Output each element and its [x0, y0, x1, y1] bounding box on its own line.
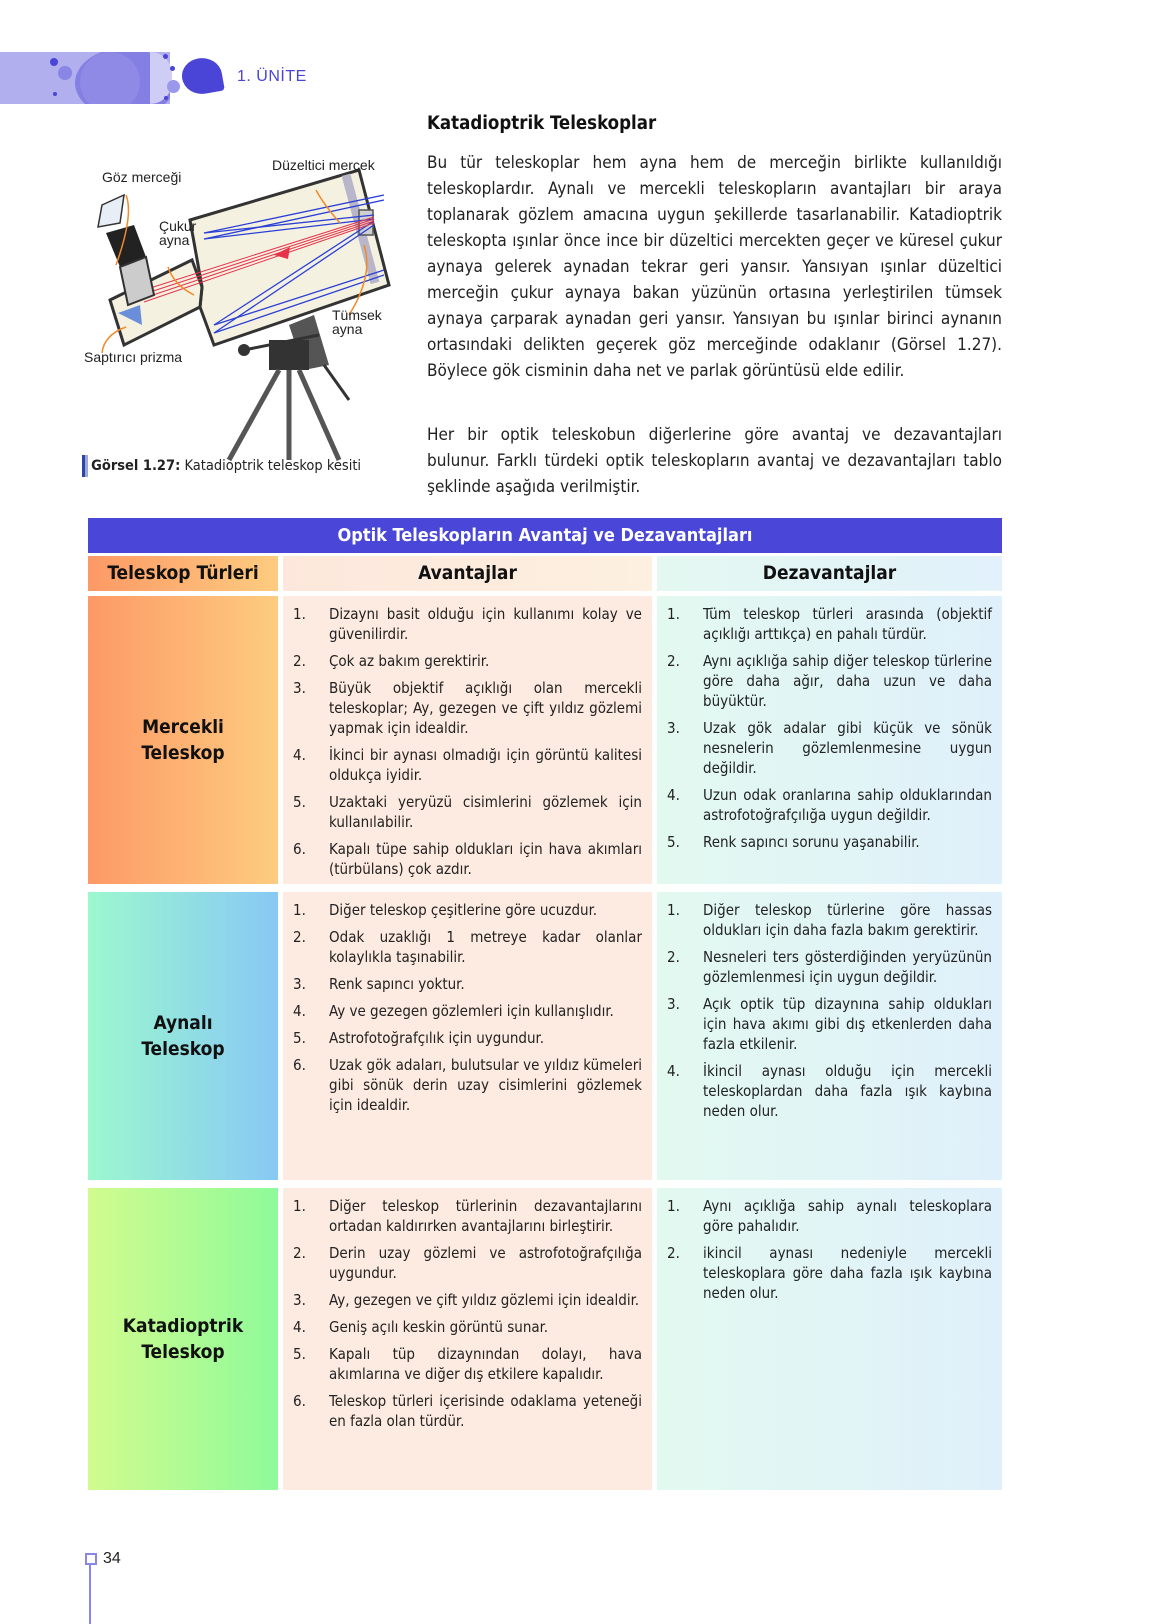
list-item	[293, 927, 642, 967]
type-name-line2: Teleskop	[141, 1038, 225, 1060]
item-text: İkincil aynası olduğu için mercekli teleskoplardan daha fazla ışık kaybına neden olur.	[703, 1062, 992, 1120]
item-number: 5.	[293, 1029, 306, 1047]
item-text: Kapalı tüpe sahip oldukları için hava akımları (türbülans) çok azdır.	[329, 840, 642, 878]
list-item	[293, 651, 642, 671]
item-text: Derin uzay gözlemi ve astrofotoğrafçılığa uygundur.	[329, 1244, 642, 1282]
list-item	[667, 785, 992, 825]
item-list	[657, 892, 1002, 1121]
item-text: Kapalı tüp dizaynından dolayı, hava akımlarına ve diğer dış etkilere kapalıdır.	[329, 1345, 642, 1383]
item-text: Dizaynı basit olduğu için kullanımı kolay ve güvenilirdir.	[329, 605, 642, 643]
header-decoration-band	[0, 52, 170, 104]
item-text: Teleskop türleri içerisinde odaklama yeteneği en fazla olan türdür.	[329, 1392, 642, 1430]
list-item	[667, 947, 992, 987]
paragraph-table-intro: Her bir optik teleskobun diğerlerine göre avantaj ve dezavantajları bulunur. Farklı türdeki optik teleskopların avantaj ve dezavantajları tablo şeklinde aşağıda verilmiştir.	[427, 425, 1002, 497]
unit-label: 1. ÜNİTE	[237, 68, 307, 85]
item-text: Ay, gezegen ve çift yıldız gözlemi için idealdir.	[329, 1291, 640, 1309]
type-name-line2: Teleskop	[141, 1341, 225, 1363]
table-title: Optik Teleskopların Avantaj ve Dezavantajları	[88, 518, 1002, 553]
list-item	[667, 1243, 992, 1303]
item-number: 1.	[667, 605, 680, 623]
table-row-type-aynali	[88, 892, 278, 1180]
item-text: Renk sapıncı yoktur.	[329, 975, 465, 993]
table-cell-disadvantages	[657, 892, 1002, 1180]
item-number: 1.	[293, 901, 306, 919]
item-number: 6.	[293, 840, 306, 858]
table-cell-disadvantages	[657, 1188, 1002, 1490]
item-number: 2.	[667, 948, 680, 966]
item-list	[283, 596, 652, 879]
item-text: İkinci bir aynası olmadığı için görüntü kalitesi oldukça iyidir.	[329, 746, 642, 784]
table-cell-advantages	[283, 892, 652, 1180]
item-text: Renk sapıncı sorunu yaşanabilir.	[703, 833, 920, 851]
item-text: Uzun odak oranlarına sahip olduklarından astrofotoğrafçılığa uygun değildir.	[703, 786, 992, 824]
column-header-disadvantages: Dezavantajlar	[657, 556, 1002, 591]
item-text: Astrofotoğrafçılık için uygundur.	[329, 1029, 545, 1047]
caption-label: Görsel 1.27:	[91, 458, 181, 474]
label-cukur-ayna-2: ayna	[159, 232, 190, 248]
label-cukur-ayna-1: Çukur	[159, 218, 197, 234]
list-item	[667, 651, 992, 711]
decoration-dot	[167, 80, 180, 93]
list-item	[293, 678, 642, 738]
column-header-types: Teleskop Türleri	[88, 556, 278, 591]
list-item	[293, 1055, 642, 1115]
item-text: Odak uzaklığı 1 metreye kadar olanlar kolaylıkla taşınabilir.	[329, 928, 642, 966]
item-number: 3.	[293, 975, 306, 993]
item-number: 5.	[293, 1345, 306, 1363]
item-text: Nesneleri ters gösterdiğinden yeryüzünün gözlemlenmesi için uygun değildir.	[703, 948, 992, 986]
item-number: 4.	[293, 746, 306, 764]
decoration-dot	[163, 54, 168, 59]
eyepiece	[98, 195, 154, 305]
item-number: 2.	[667, 652, 680, 670]
item-number: 3.	[667, 995, 680, 1013]
label-tumsek-ayna-2: ayna	[332, 321, 363, 337]
item-text: Geniş açılı keskin görüntü sunar.	[329, 1318, 549, 1336]
item-number: 2.	[667, 1244, 680, 1262]
item-number: 1.	[293, 605, 306, 623]
list-item	[293, 1196, 642, 1236]
table-cell-advantages	[283, 596, 652, 884]
item-text: Büyük objektif açıklığı olan mercekli teleskoplar; Ay, gezegen ve çift yıldız gözlemi yapmak için idealdir.	[329, 679, 642, 737]
item-number: 6.	[293, 1056, 306, 1074]
mount	[229, 315, 349, 460]
table-cell-advantages	[283, 1188, 652, 1490]
list-item	[667, 1061, 992, 1121]
list-item	[293, 900, 642, 920]
item-text: Tüm teleskop türleri arasında (objektif açıklığı arttıkça) en pahalı türdür.	[703, 605, 992, 643]
type-name-line2: Teleskop	[141, 742, 225, 764]
list-item	[293, 1243, 642, 1283]
list-item	[293, 974, 642, 994]
item-text: Diğer teleskop türlerinin dezavantajlarını ortadan kaldırırken avantajlarını birleştirir.	[329, 1197, 642, 1235]
list-item	[293, 1391, 642, 1431]
figure-caption	[82, 455, 361, 477]
item-text: Uzak gök adaları, bulutsular ve yıldız kümeleri gibi sönük derin uzay cisimlerini gözlemek için idealdir.	[329, 1056, 642, 1114]
label-saptirici-prizma: Saptırıcı prizma	[84, 349, 183, 365]
item-number: 3.	[293, 1291, 306, 1309]
item-number: 1.	[293, 1197, 306, 1215]
item-text: Uzaktaki yeryüzü cisimlerini gözlemek için kullanılabilir.	[329, 793, 642, 831]
telescope-diagram	[84, 155, 404, 465]
list-item	[293, 839, 642, 879]
list-item	[293, 745, 642, 785]
item-number: 1.	[667, 1197, 680, 1215]
item-text: Diğer teleskop çeşitlerine göre ucuzdur.	[329, 901, 598, 919]
table-cell-disadvantages	[657, 596, 1002, 884]
section-title: Katadioptrik Teleskoplar	[427, 113, 657, 134]
header-drop-icon	[179, 55, 225, 97]
label-goz-mercegi: Göz merceği	[102, 169, 182, 185]
item-list	[657, 1188, 1002, 1303]
list-item	[667, 900, 992, 940]
list-item	[293, 1344, 642, 1384]
list-item	[667, 604, 992, 644]
paragraph-intro: Bu tür teleskoplar hem ayna hem de merceğin birlikte kullanıldığı teleskoplardır. Aynalı ve mercekli teleskopların avantajları bir araya toplanarak gözlem amacına uygun şekillerde tasarlanabilir. Katadioptrik teleskopta ışınlar önce ince bir düzeltici mercekten geçer ve küresel çukur aynaya gelerek aynadan tekrar geri yansır. Yansıyan ışınlar düzeltici merceğin çukur aynaya bakan yüzünün ortasına yerleştirilen tümsek aynaya çarparak aynadan geri yansır. Yansıyan bu ışınlar birinci aynanın ortasındaki delikten geçerek göz merceğinde odaklanır (Görsel 1.27). Böylece gök cisminin daha net ve parlak görüntüsü elde edilir.	[427, 153, 1002, 381]
type-name-line1: Mercekli	[142, 716, 224, 738]
item-text: Ay ve gezegen gözlemleri için kullanışlıdır.	[329, 1002, 614, 1020]
label-duzeltici-mercek: Düzeltici mercek	[272, 157, 375, 173]
item-number: 2.	[293, 928, 306, 946]
item-number: 4.	[293, 1002, 306, 1020]
decoration-dot	[164, 96, 168, 100]
item-number: 2.	[293, 1244, 306, 1262]
list-item	[293, 1001, 642, 1021]
type-name-line1: Aynalı	[153, 1012, 213, 1034]
item-number: 5.	[293, 793, 306, 811]
page-number-line	[89, 1560, 91, 1624]
item-number: 5.	[667, 833, 680, 851]
item-list	[283, 892, 652, 1115]
list-item	[667, 718, 992, 778]
item-text: Aynı açıklığa sahip aynalı teleskoplara göre pahalıdır.	[703, 1197, 992, 1235]
page-number-marker	[85, 1553, 97, 1565]
list-item	[667, 994, 992, 1054]
item-text: Diğer teleskop türlerine göre hassas oldukları için daha fazla bakım gerektirir.	[703, 901, 992, 939]
page-number: 34	[103, 1550, 121, 1567]
column-header-advantages: Avantajlar	[283, 556, 652, 591]
list-item	[667, 1196, 992, 1236]
item-number: 2.	[293, 652, 306, 670]
item-text: Uzak gök adalar gibi küçük ve sönük nesnelerin gözlemlenmesine uygun değildir.	[703, 719, 992, 777]
item-number: 3.	[667, 719, 680, 737]
list-item	[293, 792, 642, 832]
table-row-type-katadioptrik	[88, 1188, 278, 1490]
list-item	[293, 1028, 642, 1048]
item-text: ikincil aynası nedeniyle mercekli teleskoplara göre daha fazla ışık kaybına neden olur.	[703, 1244, 992, 1302]
table-row-type-mercekli	[88, 596, 278, 884]
list-item	[293, 1317, 642, 1337]
item-number: 4.	[667, 786, 680, 804]
type-name-line1: Katadioptrik	[122, 1315, 244, 1337]
list-item	[293, 1290, 642, 1310]
item-text: Çok az bakım gerektirir.	[329, 652, 490, 670]
decoration-dot	[170, 66, 175, 71]
list-item	[667, 832, 992, 852]
caption-marker	[82, 455, 85, 477]
item-number: 4.	[293, 1318, 306, 1336]
item-number: 1.	[667, 901, 680, 919]
item-number: 6.	[293, 1392, 306, 1410]
item-list	[283, 1188, 652, 1431]
list-item	[293, 604, 642, 644]
caption-text: Katadioptrik teleskop kesiti	[180, 458, 362, 474]
item-list	[657, 596, 1002, 852]
item-text: Açık optik tüp dizaynına sahip oldukları için hava akımı gibi dış etkenlerden daha fazla etkilenir.	[703, 995, 992, 1053]
item-number: 4.	[667, 1062, 680, 1080]
item-number: 3.	[293, 679, 306, 697]
label-tumsek-ayna-1: Tümsek	[332, 307, 382, 323]
item-text: Aynı açıklığa sahip diğer teleskop türlerine göre daha ağır, daha uzun ve daha büyüktür.	[703, 652, 992, 710]
